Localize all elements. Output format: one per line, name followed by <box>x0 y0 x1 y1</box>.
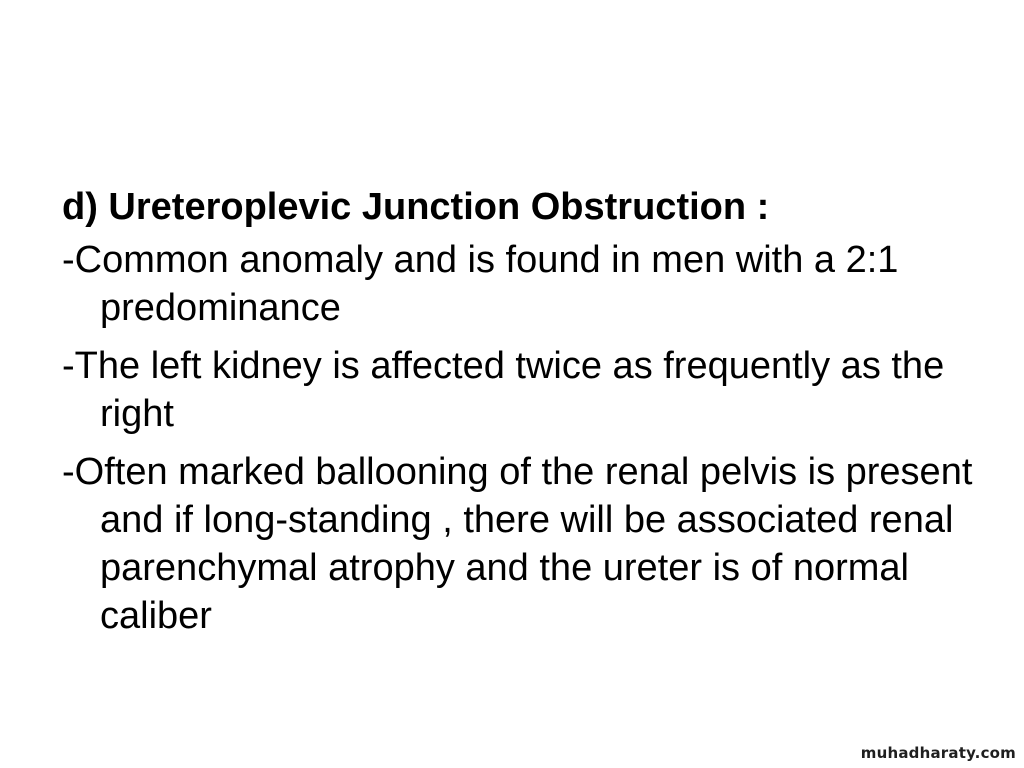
slide-content <box>62 182 982 650</box>
watermark: muhadharaty.com <box>860 744 1016 762</box>
bullet-item: -The left kidney is affected twice as frequently as the right <box>62 345 945 435</box>
bullet-item: -Often marked ballooning of the renal pelvis is present and if long-standing , there will be associated renal parenchymal atrophy and the ureter is of normal caliber <box>62 451 973 637</box>
slide-heading: d) Ureteroplevic Junction Obstruction : <box>62 186 770 228</box>
bullet-item: -Common anomaly and is found in men with a 2:1 predominance <box>62 239 899 329</box>
